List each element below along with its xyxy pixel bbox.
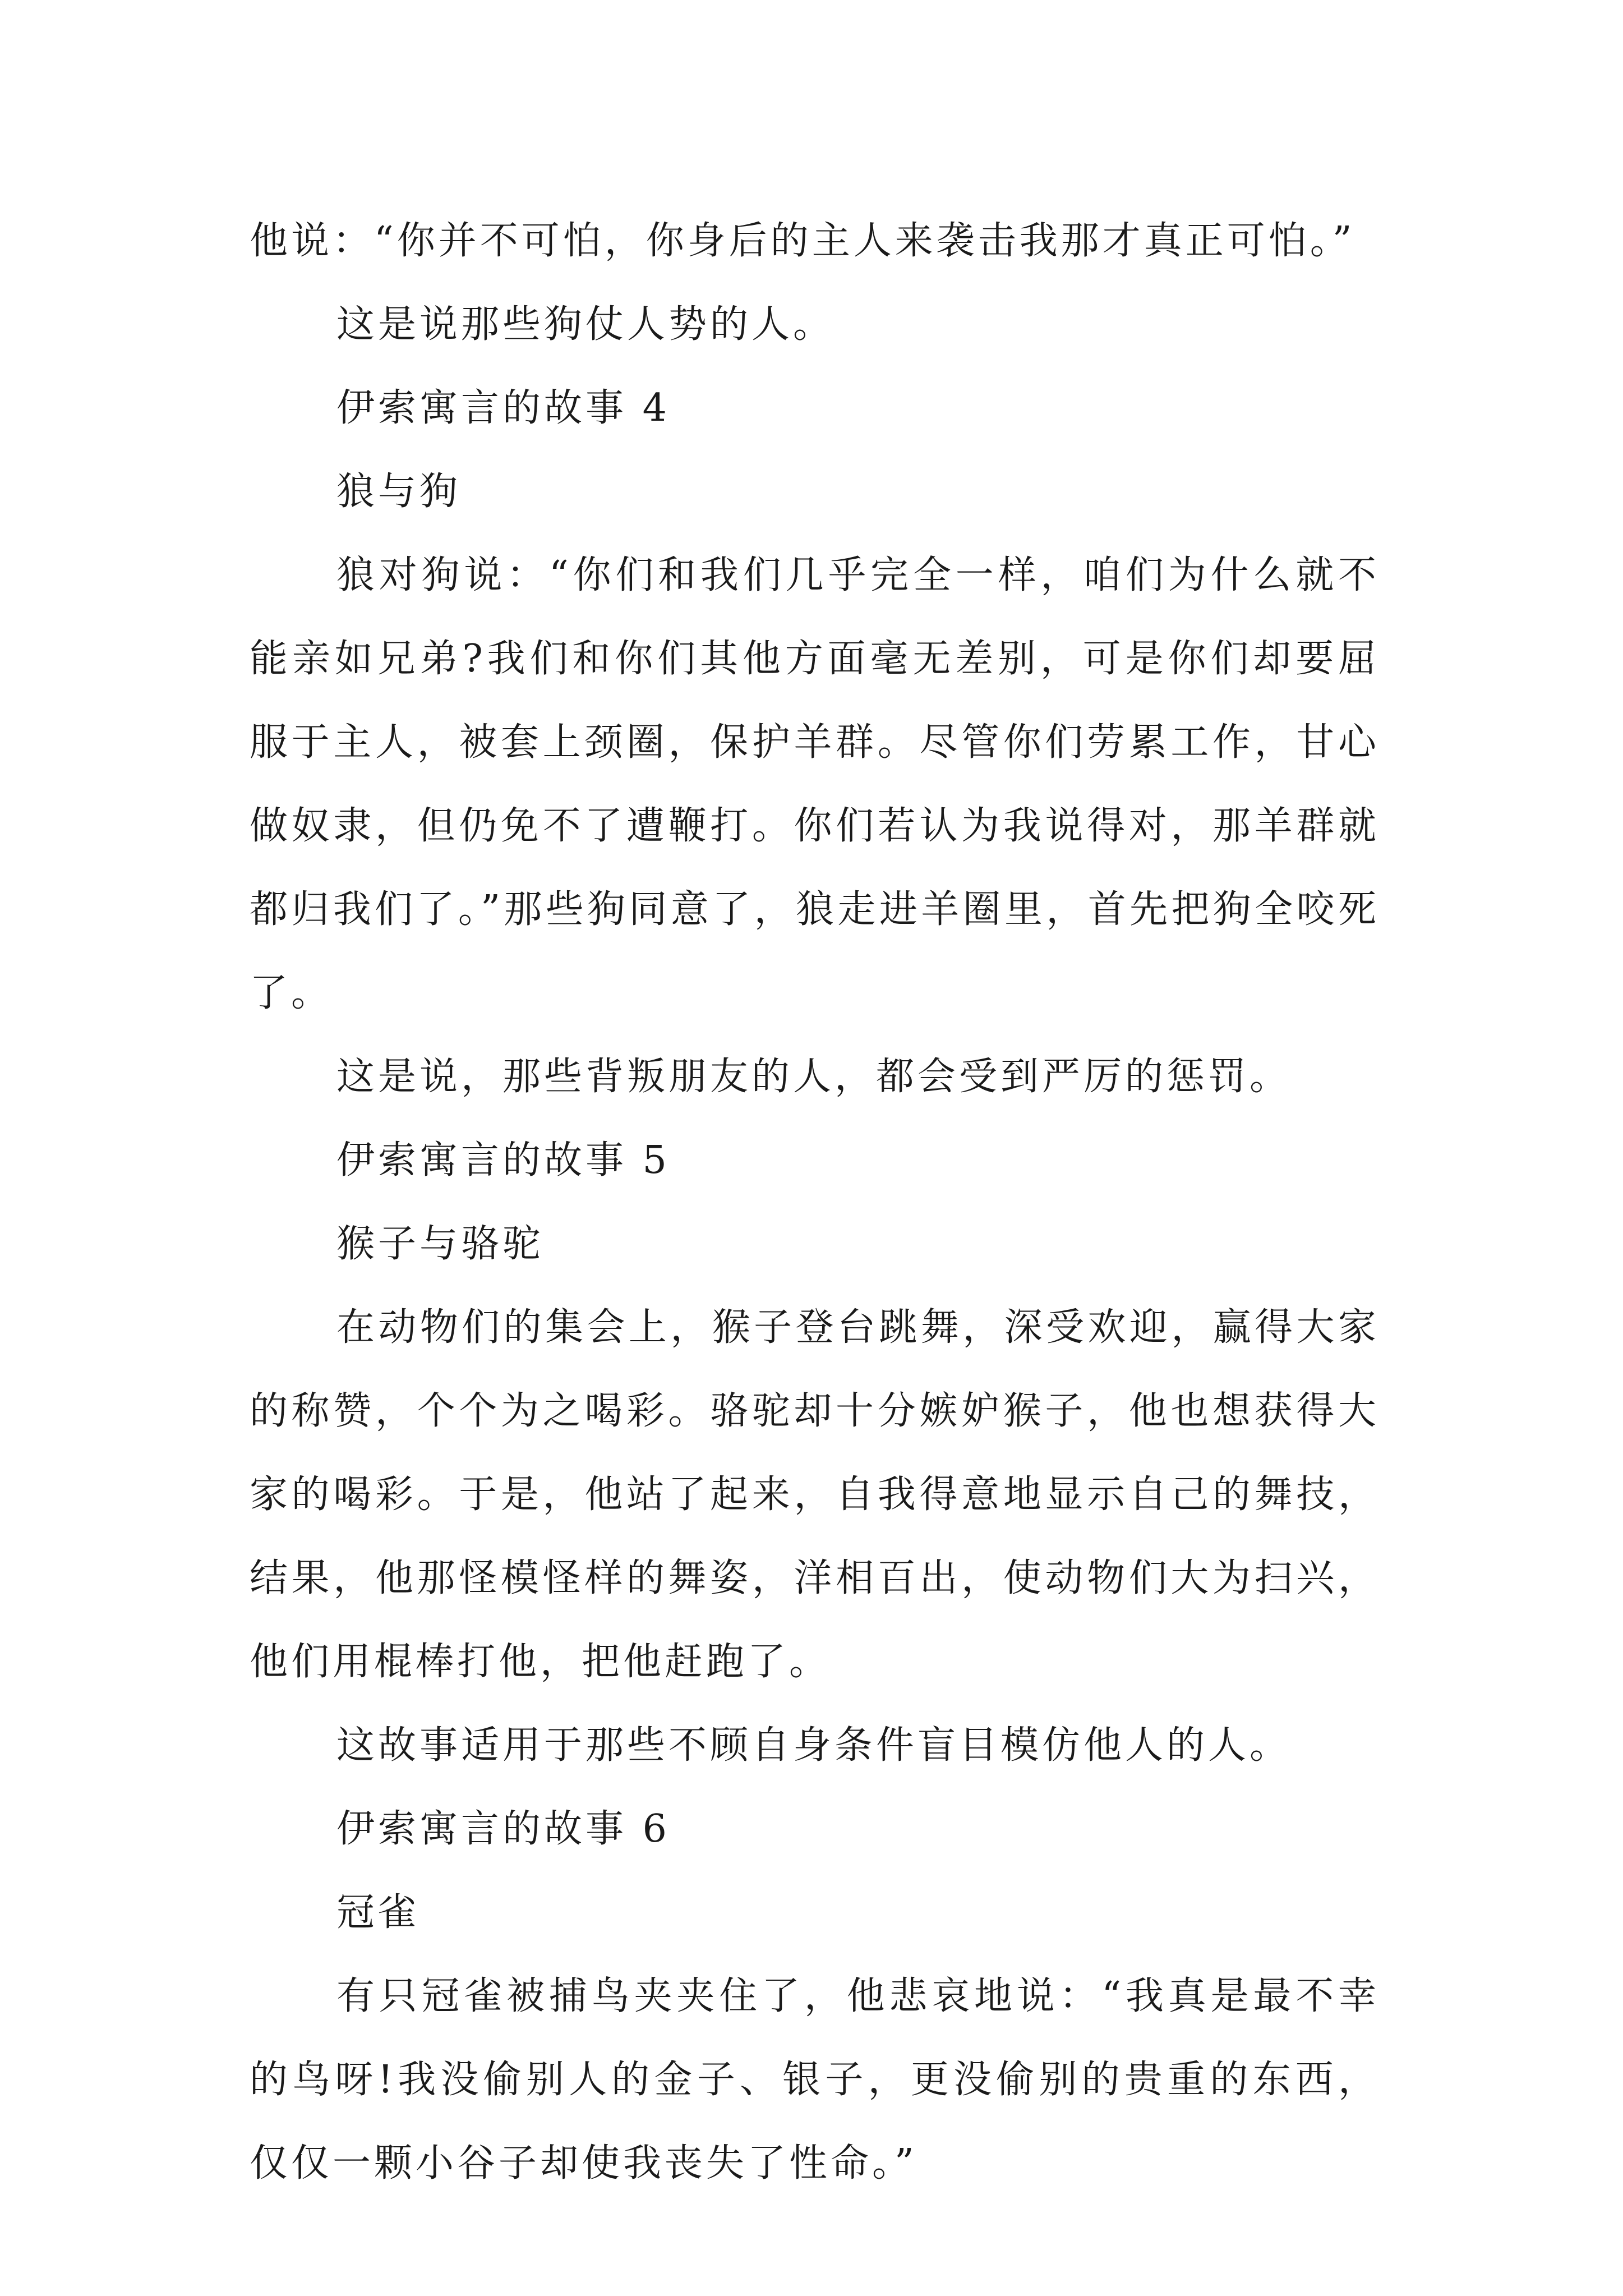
story-paragraph: 在动物们的集会上，猴子登台跳舞，深受欢迎，赢得大家的称赞，个个为之喝彩。骆驼却十分嫉妒猴子，他也想获得大家的喝彩。于是，他站了起来，自我得意地显示自己的舞技，结果，他那怪模怪样的舞姿，洋相百出，使动物们大为扫兴，他们用棍棒打他，把他赶跑了。 (250, 1305, 1380, 1684)
story-title: 猴子与骆驼 (336, 1222, 545, 1266)
paragraph-continuation: 他说：“你并不可怕，你身后的主人来袭击我那才真正可怕。” (250, 219, 1355, 263)
section-heading: 伊索寓言的故事 4 (336, 386, 670, 430)
story-paragraph: 狼对狗说：“你们和我们几乎完全一样，咱们为什么就不能亲如兄弟?我们和你们其他方面毫无差别，可是你们却要屈服于主人，被套上颈圈，保护羊群。尽管你们劳累工作，甘心做奴隶，但仍免不了遭鞭打。你们若认为我说得对，那羊群就都归我们了。”那些狗同意了，狼走进羊圈里，首先把狗全咬死了。 (250, 553, 1380, 1015)
section-heading: 伊索寓言的故事 6 (336, 1807, 670, 1851)
story-title: 狼与狗 (336, 470, 462, 514)
moral-line: 这是说那些狗仗人势的人。 (336, 302, 835, 347)
moral-line: 这是说，那些背叛朋友的人，都会受到严厉的惩罚。 (336, 1055, 1292, 1099)
document-body (250, 199, 1380, 2205)
moral-line: 这故事适用于那些不顾自身条件盲目模仿他人的人。 (336, 1723, 1292, 1768)
story-paragraph: 有只冠雀被捕鸟夹夹住了，他悲哀地说：“我真是最不幸的鸟呀!我没偷别人的金子、银子，更没偷别的贵重的东西，仅仅一颗小谷子却使我丧失了性命。” (250, 1974, 1380, 2185)
section-heading: 伊索寓言的故事 5 (336, 1138, 670, 1182)
story-title: 冠雀 (336, 1890, 420, 1935)
